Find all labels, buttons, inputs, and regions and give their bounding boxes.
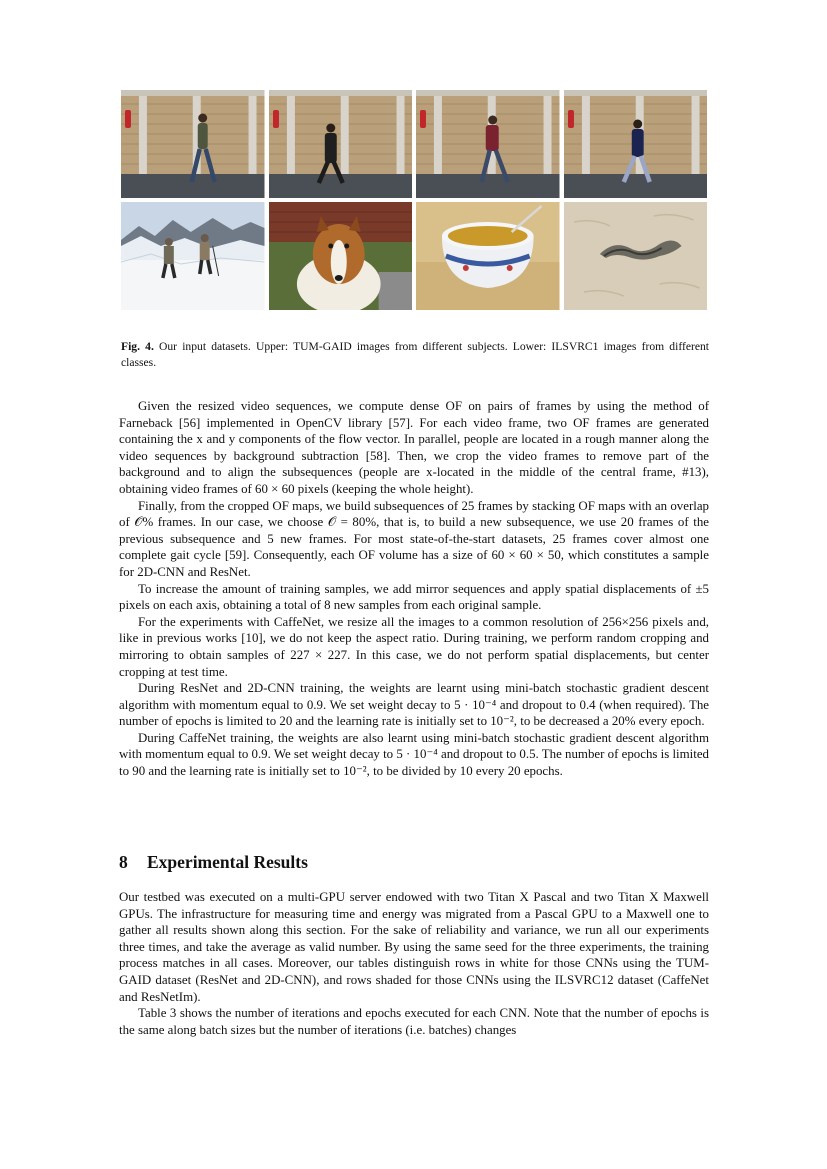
- paragraph: During CaffeNet training, the weights are also learnt using mini-batch stochastic gradient descent algorithm with momentum equal to 0.9. We set weight decay to 5 · 10⁻⁴ and dropout to 0.5. The number of epochs is limited to 90 and the learning rate is initially set to 10⁻², to be divided by 10 every 20 epochs.: [119, 730, 709, 779]
- paragraph: Given the resized video sequences, we compute dense OF on pairs of frames by using the method of Farneback [56] implemented in OpenCV library [57]. For each video frame, two OF frames are generated containing the x and y components of the flow vector. In parallel, people are located in a rough manner along the video sequences by background subtraction [58]. Then, we crop the video frames to remove part of the background and to align the subsequences (people are x-located in the middle of the central frame, #13), obtaining video frames of 60 × 60 pixels (keeping the whole height).: [119, 399, 709, 496]
- paragraph: For the experiments with CaffeNet, we resize all the images to a common resolution of 256×256 pixels and, like in previous works [10], we do not keep the aspect ratio. During training, we perform random cropping and mirroring to obtain samples of 227 × 227. In this case, we do not perform spatial displacements, but center cropping at test time.: [119, 614, 709, 679]
- paragraph: During ResNet and 2D-CNN training, the weights are learnt using mini-batch stochastic gradient descent algorithm with momentum equal to 0.9. We set weight decay to 5 · 10⁻⁴ and dropout to 0.4 (when required). The number of epochs is limited to 20 and the learning rate is initially set to 10⁻², to be decreased a 20% every epoch.: [119, 681, 709, 729]
- gait-image-3: [416, 90, 560, 198]
- gait-image-4: [564, 90, 708, 198]
- snake-on-sand-image: [564, 202, 708, 310]
- upper-image-row: [121, 90, 707, 198]
- paragraph: Our testbed was executed on a multi-GPU server endowed with two Titan X Pascal and two Titan X Maxwell GPUs. The infrastructure for measuring time and energy was migrated from a Pascal GPU to a Maxwell one to gather all results shown along this section. For the sake of reliability and variance, we run all our experiments three times, and take the average as valid number. By using the same seed for the three experiments, the training process matches in all cases. Moreover, our tables distinguish rows in white for those CNNs using the TUM-GAID dataset (ResNet and 2D-CNN), and rows shaded for those CNNs using the ILSVRC12 dataset (CaffeNet and ResNetIm).: [119, 890, 709, 1004]
- section-heading: [119, 852, 709, 873]
- lower-image-row: [121, 202, 707, 310]
- gait-image-2: [269, 90, 413, 198]
- section-number: 8: [119, 852, 128, 872]
- paragraph: Finally, from the cropped OF maps, we build subsequences of 25 frames by stacking OF maps with an overlap of 𝒪% frames. In our case, we choose 𝒪 = 80%, that is, to build a new subsequence, we use 20 frames of the previous subsequence and 5 new frames. For most state-of-the-start datasets, 25 frames cover almost one complete gait cycle [59]. Consequently, each OF volume has a size of 60 × 60 × 50, which constitutes a sample for 2D-CNN and ResNet.: [119, 498, 709, 579]
- collie-dog-image: [269, 202, 413, 310]
- gait-image-1: [121, 90, 265, 198]
- section-title: Experimental Results: [147, 852, 308, 872]
- caption-text: Our input datasets. Upper: TUM-GAID images from different subjects. Lower: ILSVRC1 images from different classes.: [121, 340, 709, 369]
- skiers-image: [121, 202, 265, 310]
- paragraph: Table 3 shows the number of iterations and epochs executed for each CNN. Note that the number of epochs is the same along batch sizes but the number of iterations (i.e. batches) changes: [119, 1006, 709, 1037]
- paragraph: To increase the amount of training samples, we add mirror sequences and apply spatial displacements of ±5 pixels on each axis, obtaining a total of 8 new samples from each original sample.: [119, 581, 709, 613]
- section-body: [119, 889, 709, 1038]
- figure-caption: [121, 339, 709, 371]
- caption-label: Fig. 4.: [121, 340, 154, 353]
- body-text: [119, 398, 709, 780]
- figure-4: [121, 90, 707, 310]
- soup-bowl-image: [416, 202, 560, 310]
